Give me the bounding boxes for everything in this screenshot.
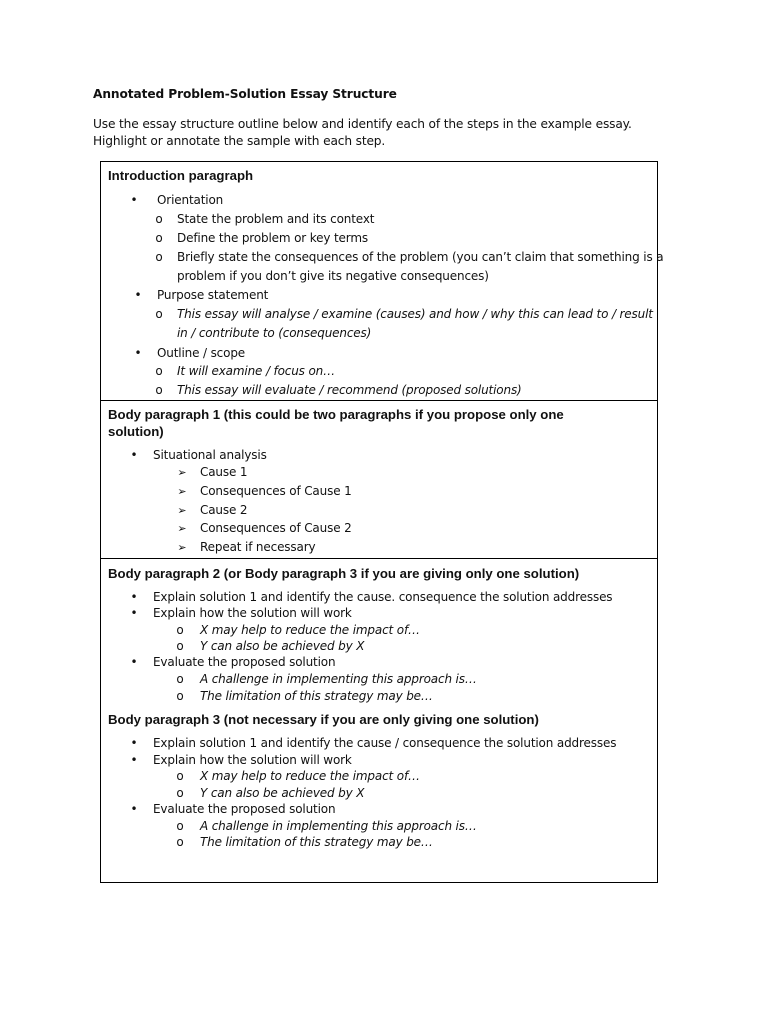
arrow-marker: ➢ <box>177 541 187 554</box>
circle-marker: o <box>155 231 163 245</box>
outline-item: Outline / scope <box>157 346 246 360</box>
solution-subitem: Y can also be achieved by X <box>200 639 365 653</box>
body-paragraph-2-3-section <box>101 559 657 882</box>
solution-item: Explain how the solution will work <box>153 606 352 620</box>
analysis-subitem: Cause 1 <box>200 465 248 479</box>
body-paragraph-1-heading <box>108 407 627 440</box>
circle-marker: o <box>155 383 163 397</box>
arrow-marker: ➢ <box>177 466 187 479</box>
circle-marker: o <box>176 623 184 637</box>
body-paragraph-3-heading: Body paragraph 3 (not necessary if you are only giving one solution) <box>108 712 539 727</box>
circle-marker: o <box>155 307 163 321</box>
bullet-marker: • <box>130 802 138 816</box>
solution-subitem: X may help to reduce the impact of… <box>200 769 420 783</box>
solution-subitem: Y can also be achieved by X <box>200 786 365 800</box>
solution-item: Explain how the solution will work <box>153 753 352 767</box>
circle-marker: o <box>176 819 184 833</box>
outline-subitem: It will examine / focus on… <box>177 364 335 378</box>
solution-subitem: The limitation of this strategy may be… <box>200 689 433 703</box>
orientation-item: Orientation <box>157 193 224 207</box>
introduction-heading: Introduction paragraph <box>108 168 254 183</box>
bullet-marker: • <box>130 606 138 620</box>
arrow-marker: ➢ <box>177 522 187 535</box>
bullet-marker: • <box>134 346 142 360</box>
orientation-subitem: State the problem and its context <box>177 212 375 226</box>
bullet-marker: • <box>130 736 138 750</box>
solution-item: Evaluate the proposed solution <box>153 802 336 816</box>
analysis-subitem: Consequences of Cause 2 <box>200 521 352 535</box>
analysis-subitem: Cause 2 <box>200 503 248 517</box>
circle-marker: o <box>155 250 163 264</box>
solution-item: Explain solution 1 and identify the cause / consequence the solution addresses <box>153 736 617 750</box>
purpose-item: Purpose statement <box>157 288 269 302</box>
orientation-subitem: Briefly state the consequences of the problem (you can’t claim that something is a <box>177 250 664 264</box>
purpose-subitem-continued: in / contribute to (consequences) <box>177 326 372 340</box>
circle-marker: o <box>176 689 184 703</box>
solution-subitem: X may help to reduce the impact of… <box>200 623 420 637</box>
introduction-section <box>101 162 664 401</box>
solution-item: Evaluate the proposed solution <box>153 655 336 669</box>
bullet-marker: • <box>130 590 138 604</box>
solution-item: Explain solution 1 and identify the cause. consequence the solution addresses <box>153 590 613 604</box>
solution-subitem: The limitation of this strategy may be… <box>200 835 433 849</box>
circle-marker: o <box>155 212 163 226</box>
essay-structure-table <box>100 161 664 883</box>
document-title: Annotated Problem-Solution Essay Structure <box>93 87 397 101</box>
arrow-marker: ➢ <box>177 485 187 498</box>
solution-subitem: A challenge in implementing this approach is… <box>200 819 477 833</box>
purpose-subitem: This essay will analyse / examine (causes) and how / why this can lead to / result <box>177 307 653 321</box>
bullet-marker: • <box>130 193 138 207</box>
orientation-subitem-continued: problem if you don’t give its negative consequences) <box>177 269 489 283</box>
body-paragraph-1-heading-line2: solution) <box>108 423 164 439</box>
instructions-text: Use the essay structure outline below and identify each of the steps in the example essay. Highlight or annotate the sample with each step. <box>93 117 632 148</box>
analysis-subitem: Consequences of Cause 1 <box>200 484 352 498</box>
bullet-marker: • <box>130 655 138 669</box>
circle-marker: o <box>155 364 163 378</box>
body-paragraph-1-section <box>101 401 657 559</box>
circle-marker: o <box>176 769 184 783</box>
circle-marker: o <box>176 639 184 653</box>
orientation-subitem: Define the problem or key terms <box>177 231 368 245</box>
bullet-marker: • <box>134 288 142 302</box>
body-paragraph-1-heading-line1: Body paragraph 1 (this could be two paragraphs if you propose only one <box>108 407 564 422</box>
solution-subitem: A challenge in implementing this approach is… <box>200 672 477 686</box>
circle-marker: o <box>176 672 184 686</box>
outline-subitem: This essay will evaluate / recommend (proposed solutions) <box>177 383 522 397</box>
circle-marker: o <box>176 835 184 849</box>
analysis-subitem: Repeat if necessary <box>200 540 316 554</box>
arrow-marker: ➢ <box>177 504 187 517</box>
situational-analysis-item: Situational analysis <box>153 448 267 462</box>
circle-marker: o <box>176 786 184 800</box>
body-paragraph-2-heading: Body paragraph 2 (or Body paragraph 3 if you are giving only one solution) <box>108 566 580 581</box>
bullet-marker: • <box>130 448 138 462</box>
bullet-marker: • <box>130 753 138 767</box>
